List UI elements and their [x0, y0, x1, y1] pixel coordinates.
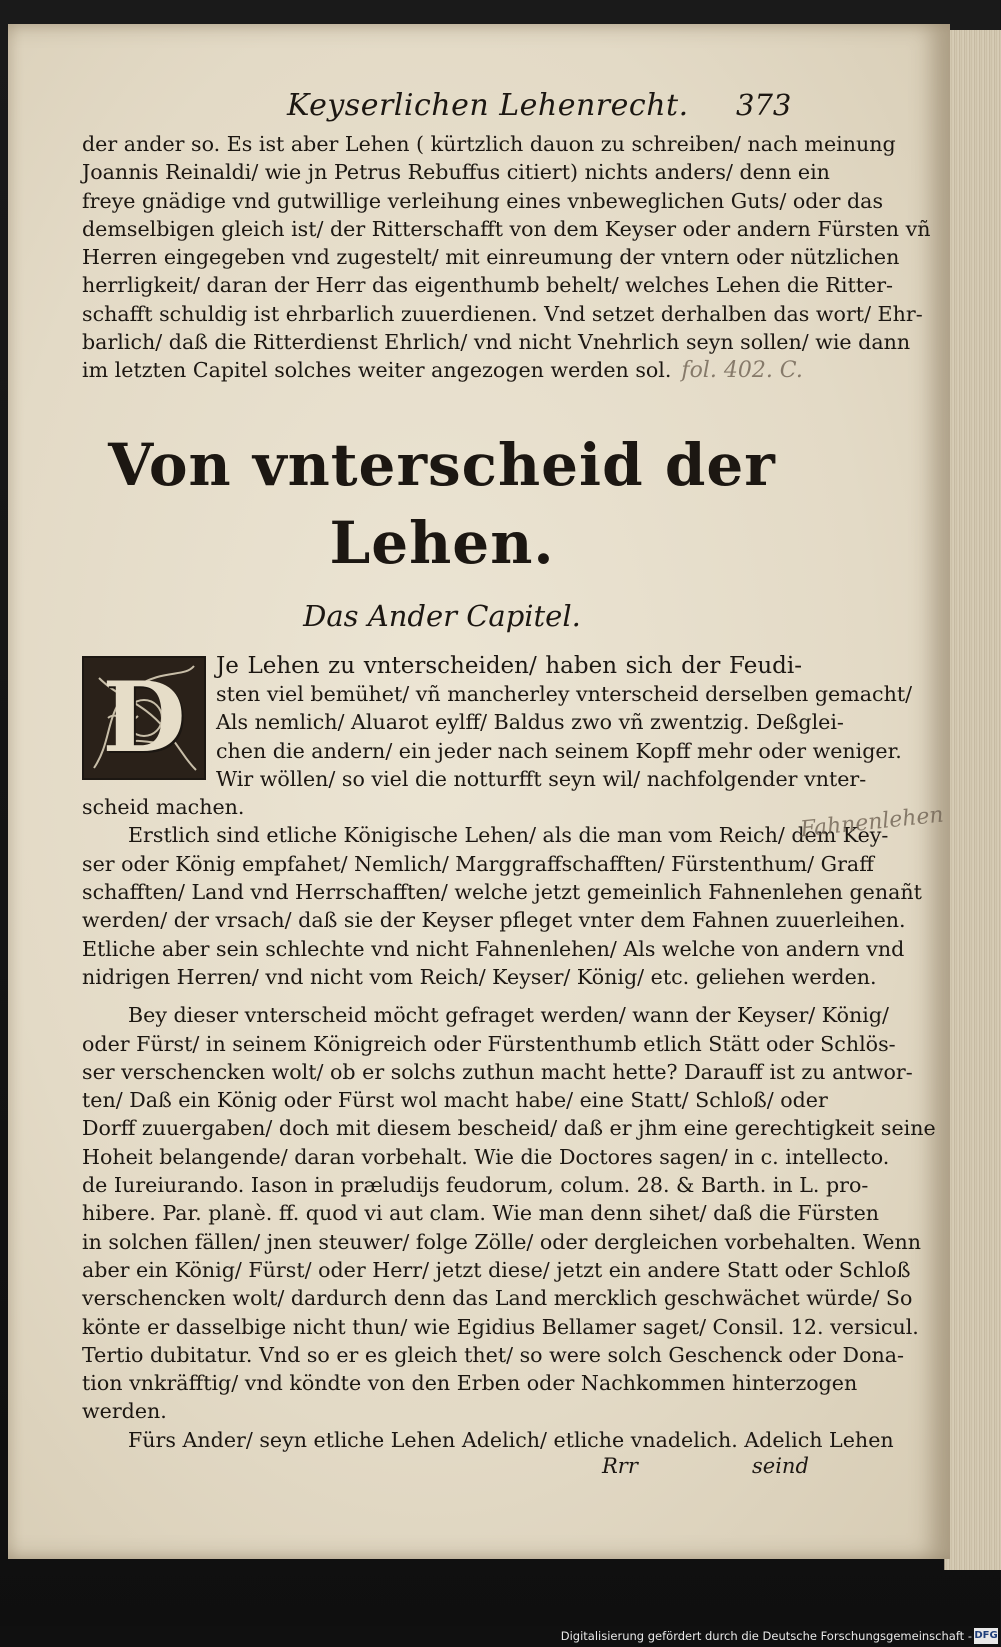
text-line: ser oder König empfahet/ Nemlich/ Marggraffschafften/ Fürstenthum/ Graff: [82, 851, 874, 876]
text-line: scheid machen.: [82, 795, 245, 820]
handwritten-margin-note: Fahnenlehen: [799, 802, 945, 843]
text-line: Fürs Ander/ seyn etliche Lehen Adelich/ etliche vnadelich. Adelich Lehen: [128, 1427, 894, 1452]
text-line: der ander so. Es ist aber Lehen ( kürtzlich dauon zu schreiben/ nach meinung: [82, 132, 896, 156]
text-line: barlich/ daß die Ritterdienst Ehrlich/ vnd nicht Vnehrlich seyn sollen/ wie dann: [82, 330, 911, 355]
book-page-edges: [944, 30, 1001, 1570]
text-line: aber ein König/ Fürst/ oder Herr/ jetzt diese/ jetzt ein andere Statt oder Schloß: [82, 1257, 911, 1282]
digitization-footer: [0, 1626, 1000, 1647]
chapter-title: Von vnterscheid der Lehen.: [108, 430, 776, 577]
paragraph-gap: [82, 991, 802, 1001]
text-line: Tertio dubitatur. Vnd so er es gleich thet/ so were solch Geschenck oder Dona-: [82, 1342, 904, 1367]
text-line: verschencken wolt/ dardurch denn das Land mercklich geschwächet würde/ So: [82, 1286, 913, 1311]
text-line: Joannis Reinaldi/ wie jn Petrus Rebuffus citiert) nichts anders/ denn ein: [82, 160, 830, 185]
text-line: [82, 356, 802, 385]
text-line: Etliche aber sein schlechte vnd nicht Fahnenlehen/ Als welche von andern vnd: [82, 936, 905, 961]
text-line: ten/ Daß ein König oder Fürst wol macht habe/ eine Statt/ Schloß/ oder: [82, 1088, 828, 1113]
page-sheet: [8, 24, 950, 1559]
page-text-block: [82, 86, 936, 1484]
text-line: schafft schuldig ist ehrbarlich zuuerdienen. Vnd setzet derhalben das wort/ Ehr-: [82, 301, 923, 326]
text-line: hibere. Par. planè. ff. quod vi aut clam. Wie man denn sihet/ daß die Fürsten: [82, 1201, 880, 1226]
text-line: tion vnkräfftig/ vnd köndte von den Erben oder Nachkommen hinterzogen: [82, 1371, 858, 1396]
text-line: schafften/ Land vnd Herrschafften/ welche jetzt gemeinlich Fahnenlehen genañt: [82, 880, 922, 905]
text-line: chen die andern/ ein jeder nach seinem Kopff mehr oder weniger.: [216, 738, 902, 763]
text-line: herrligkeit/ daran der Herr das eigenthumb behelt/ welches Lehen die Ritter-: [82, 273, 894, 298]
handwritten-note-fol: fol. 402. C.: [681, 358, 803, 384]
paragraph-4: [82, 1426, 894, 1454]
paragraph-3: [82, 1001, 936, 1425]
text-line: Wir wöllen/ so viel die notturfft seyn wil/ nachfolgender vnter-: [216, 766, 867, 791]
text-line-content: im letzten Capitel solches weiter angezogen werden sol.: [82, 358, 672, 383]
catchline: [82, 1453, 809, 1484]
text-line: ser verschencken wolt/ ob er solchs zuthun macht hette? Darauff ist zu antwor-: [82, 1059, 913, 1084]
decorated-initial-icon: [82, 656, 206, 780]
chapter-subtitle: Das Ander Capitel.: [303, 598, 581, 633]
text-line: demselbigen gleich ist/ der Ritterschafft von dem Keyser oder andern Fürsten vñ: [82, 216, 931, 241]
text-line: Herren eingegeben vnd zugestelt/ mit einreumung der vntern oder nützlichen: [82, 245, 900, 270]
text-line: Bey dieser vnterscheid möcht gefraget werden/ wann der Keyser/ König/: [128, 1003, 889, 1028]
initial-paragraph: [82, 652, 913, 822]
text-line: könte er dasselbige nicht thun/ wie Egidius Bellamer saget/ Consil. 12. versicul.: [82, 1314, 919, 1339]
footer-credit: Digitalisierung gefördert durch die Deutsche Forschungsgemeinschaft -: [560, 1629, 972, 1643]
text-line: werden.: [82, 1399, 167, 1424]
text-line: Dorff zuuergaben/ doch mit diesem bescheid/ daß er jhm eine gerechtigkeit seine: [82, 1116, 936, 1141]
paragraph-1: [82, 130, 931, 386]
running-head: [82, 86, 802, 130]
text-line: nidrigen Herren/ vnd nicht vom Reich/ Keyser/ König/ etc. geliehen werden.: [82, 964, 877, 989]
signature-mark: Rrr: [602, 1453, 638, 1478]
text-line: oder Fürst/ in seinem Königreich oder Fürstenthumb etlich Stätt oder Schlös-: [82, 1031, 896, 1056]
text-line: sten viel bemühet/ vñ mancherley vnterscheid derselben gemacht/: [216, 681, 913, 706]
text-line: Je Lehen zu vnterscheiden/ haben sich der Feudi-: [216, 652, 802, 679]
text-line: Hoheit belangende/ daran vorbehalt. Wie die Doctores sagen/ in c. intellecto.: [82, 1144, 890, 1169]
text-line: werden/ der vrsach/ daß sie der Keyser pfleget vnter dem Fahnen zuuerleihen.: [82, 908, 906, 933]
initial-letter: D: [102, 660, 186, 774]
text-line: de Iureiurando. Iason in præludijs feudorum, colum. 28. & Barth. in L. pro-: [82, 1173, 869, 1198]
running-title: Keyserlichen Lehenrecht.: [287, 88, 689, 123]
dfg-logo-icon: DFG: [974, 1628, 998, 1644]
catchword: seind: [752, 1453, 809, 1478]
text-line: Als nemlich/ Aluarot eylff/ Baldus zwo vñ zwentzig. Deßglei-: [216, 710, 844, 735]
page-number: 373: [736, 88, 792, 122]
text-line: in solchen fällen/ jnen steuwer/ folge Zölle/ oder dergleichen vorbehalten. Wenn: [82, 1229, 922, 1254]
text-line: Erstlich sind etliche Königische Lehen/ als die man vom Reich/ dem Key-: [128, 823, 889, 848]
paragraph-2: [82, 821, 922, 991]
text-line: freye gnädige vnd gutwillige verleihung eines vnbeweglichen Guts/ oder das: [82, 188, 884, 213]
